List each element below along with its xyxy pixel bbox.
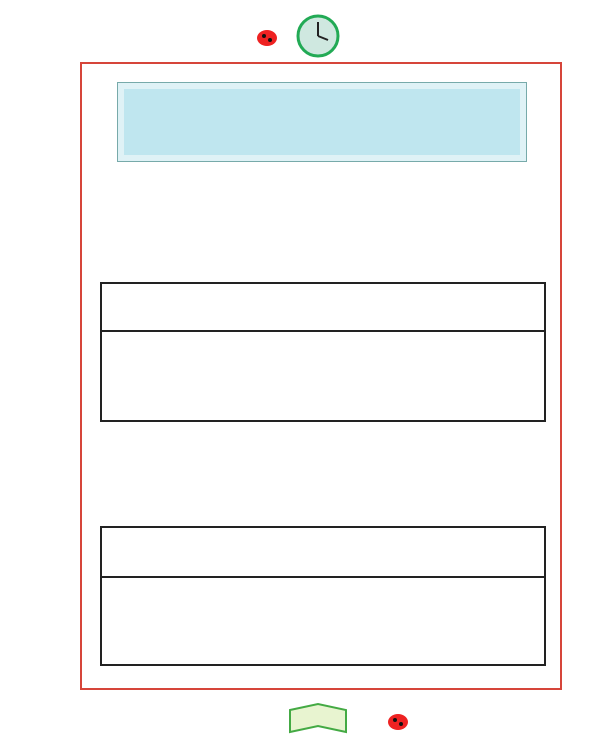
clock-icon <box>298 16 338 56</box>
top-number-border <box>0 0 600 62</box>
worksheet-page <box>80 62 562 690</box>
figure-1-panel <box>100 282 546 422</box>
figure-2-panel <box>100 526 546 666</box>
left-number-border <box>0 55 70 695</box>
ladybug-icon <box>388 714 408 730</box>
right-number-border <box>560 55 600 695</box>
title-box <box>117 82 527 162</box>
ladybug-icon <box>257 30 277 46</box>
page-number <box>300 700 340 730</box>
